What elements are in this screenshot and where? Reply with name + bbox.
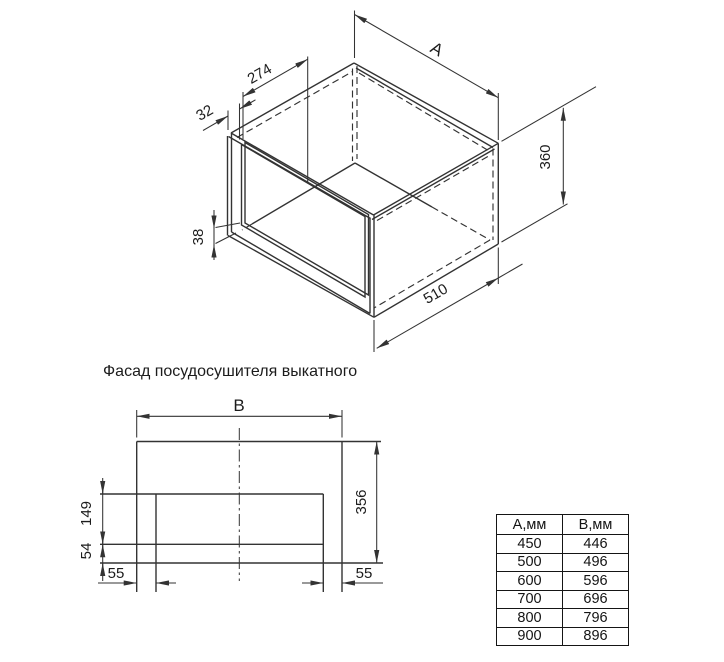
size-table-cell-a: 800 bbox=[497, 609, 563, 628]
size-table-cell-a: 600 bbox=[497, 572, 563, 591]
dim-label-149: 149 bbox=[78, 500, 95, 527]
dim-label-55-right: 55 bbox=[355, 565, 373, 582]
size-table-row bbox=[497, 572, 629, 591]
size-table-header-b: В,мм bbox=[563, 515, 629, 535]
dim-label-54: 54 bbox=[78, 542, 95, 560]
size-table-row bbox=[497, 627, 629, 646]
dim-label-a: A bbox=[427, 38, 447, 61]
dim-label-32: 32 bbox=[193, 101, 217, 125]
size-table-cell-b: 796 bbox=[563, 609, 629, 628]
dim-label-38: 38 bbox=[190, 228, 207, 246]
size-table-cell-a: 500 bbox=[497, 553, 563, 572]
size-table-cell-b: 896 bbox=[563, 627, 629, 646]
dim-label-510: 510 bbox=[420, 280, 451, 308]
size-table-cell-a: 450 bbox=[497, 535, 563, 554]
size-table-row bbox=[497, 535, 629, 554]
size-table bbox=[496, 514, 629, 646]
size-table-cell-b: 596 bbox=[563, 572, 629, 591]
size-table-header-row bbox=[497, 515, 629, 535]
dim-label-55-left: 55 bbox=[107, 565, 125, 582]
size-table-cell-b: 696 bbox=[563, 590, 629, 609]
size-table-row bbox=[497, 609, 629, 628]
front-view-dimensions bbox=[98, 410, 383, 583]
dim-label-b: B bbox=[233, 396, 245, 415]
size-table-header-a: А,мм bbox=[497, 515, 563, 535]
size-table-cell-b: 496 bbox=[563, 553, 629, 572]
size-table-row bbox=[497, 590, 629, 609]
size-table-row bbox=[497, 553, 629, 572]
size-table-cell-b: 446 bbox=[563, 535, 629, 554]
dim-label-356: 356 bbox=[353, 489, 370, 515]
size-table-cell-a: 900 bbox=[497, 627, 563, 646]
size-table-cell-a: 700 bbox=[497, 590, 563, 609]
iso-view-dimensions bbox=[203, 11, 596, 353]
front-view-outline bbox=[100, 442, 383, 593]
drawing-title: Фасад посудосушителя выкатного bbox=[103, 363, 358, 380]
dim-label-360: 360 bbox=[537, 144, 554, 170]
dim-label-274: 274 bbox=[244, 60, 275, 88]
iso-view-outline bbox=[228, 63, 499, 317]
